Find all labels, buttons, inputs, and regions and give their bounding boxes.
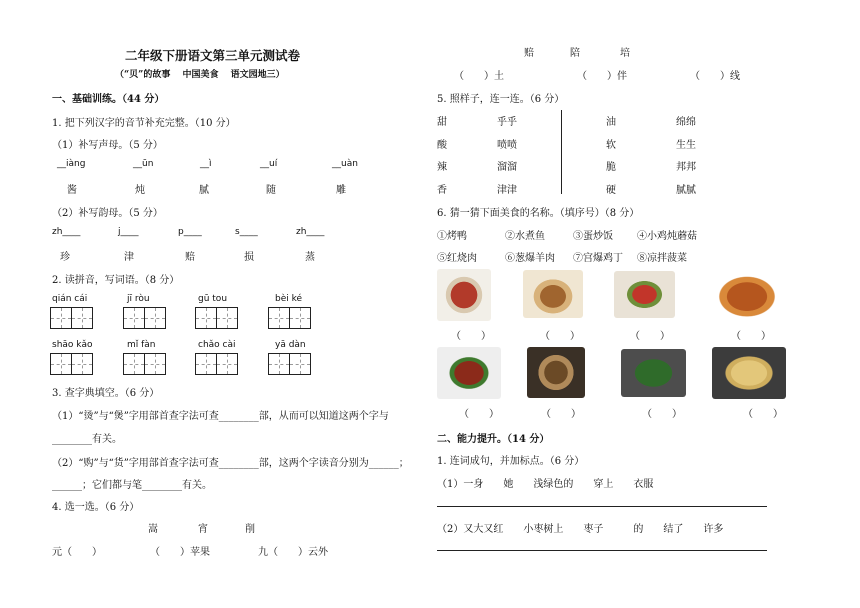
match-word: 津津: [497, 185, 517, 196]
writing-grid[interactable]: [50, 353, 92, 375]
pinyin-blank: p____: [178, 227, 202, 237]
hanzi: 珍: [60, 252, 70, 263]
fill-blank-item: 九（ ）云外: [258, 547, 328, 558]
section-heading-ability: 二、能力提升。（14 分）: [437, 434, 550, 445]
pinyin-blank: j____: [118, 227, 139, 237]
pinyin-label: chǎo cài: [198, 340, 236, 350]
hanzi: 赔: [185, 252, 195, 263]
answer-line[interactable]: [437, 550, 767, 551]
hanzi: 津: [124, 252, 134, 263]
writing-grid[interactable]: [195, 307, 237, 329]
hanzi-option: 宵: [198, 524, 208, 535]
question-7-2: （2）又大又红 小枣树上 枣子 的 结了 许多: [437, 524, 724, 535]
question-3-1-line1: （1）“烫”与“煲”字用部首查字法可查________部，从而可以知道这两个字与: [52, 411, 389, 422]
food-option: ⑦宫爆鸡丁: [573, 253, 623, 264]
match-word: 溜溜: [497, 162, 517, 173]
answer-blank[interactable]: （ ）: [459, 409, 499, 420]
pinyin-blank: __ūn: [133, 159, 154, 169]
pinyin-label: gū tou: [198, 294, 228, 304]
answer-blank[interactable]: （ ）: [743, 409, 783, 420]
match-word: 邦邦: [676, 162, 696, 173]
food-option: ⑤红烧肉: [437, 253, 477, 264]
match-word: 乎乎: [497, 117, 517, 128]
pinyin-blank: zh____: [296, 227, 325, 237]
pinyin-label: yā dàn: [275, 340, 306, 350]
section-heading-basic: 一、基础训练。（44 分）: [52, 94, 165, 105]
hanzi-option: 培: [620, 48, 630, 59]
writing-grid[interactable]: [50, 307, 92, 329]
food-option: ④小鸡炖蘑菇: [637, 231, 697, 242]
food-photo-braised-pork: [437, 347, 501, 399]
food-photo-fried-rice: [712, 347, 786, 399]
match-word: 香: [437, 185, 447, 196]
answer-blank[interactable]: （ ）: [541, 409, 581, 420]
answer-blank[interactable]: （ ）: [731, 331, 771, 342]
writing-grid[interactable]: [123, 353, 165, 375]
question-1-1: （1）补写声母。（5 分）: [52, 140, 163, 151]
writing-grid[interactable]: [268, 307, 310, 329]
fill-blank-item: （ ）土: [454, 71, 504, 82]
writing-grid[interactable]: [195, 353, 237, 375]
pinyin-blank: __ì: [200, 159, 212, 169]
food-photo-boiled-fish: [437, 269, 491, 321]
hanzi-option: 陪: [570, 48, 580, 59]
pinyin-label: jī ròu: [127, 294, 150, 304]
question-7: 1. 连词成句，并加标点。（6 分）: [437, 456, 585, 467]
food-photo-spinach: [621, 349, 686, 397]
food-photo-chicken-mushroom: [527, 347, 585, 398]
question-2: 2. 读拼音，写词语。（8 分）: [52, 275, 180, 286]
food-photo-roast-duck: [707, 268, 787, 320]
writing-grid[interactable]: [268, 353, 310, 375]
food-option: ②水煮鱼: [505, 231, 545, 242]
answer-blank[interactable]: （ ）: [630, 331, 670, 342]
match-word: 绵绵: [676, 117, 696, 128]
match-word: 油: [606, 117, 616, 128]
hanzi-option: 嵩: [148, 524, 158, 535]
question-4: 4. 选一选。（6 分）: [52, 502, 140, 513]
food-photo-kungpao-chicken: [614, 271, 675, 318]
match-word: 软: [606, 140, 616, 151]
match-word: 喷喷: [497, 140, 517, 151]
fill-blank-item: （ ）苹果: [150, 547, 210, 558]
food-option: ⑥葱爆羊肉: [505, 253, 555, 264]
match-divider: [561, 110, 562, 194]
fill-blank-item: （ ）伴: [577, 71, 627, 82]
fill-blank-item: 元（ ）: [52, 547, 102, 558]
hanzi-option: 削: [245, 524, 255, 535]
question-1-2: （2）补写韵母。（5 分）: [52, 208, 163, 219]
answer-blank[interactable]: （ ）: [642, 409, 682, 420]
hanzi: 炖: [135, 185, 145, 196]
answer-line[interactable]: [437, 506, 767, 507]
match-word: 硬: [606, 185, 616, 196]
fill-blank-item: （ ）线: [690, 71, 740, 82]
question-3: 3. 查字典填空。（6 分）: [52, 388, 160, 399]
hanzi: 损: [244, 252, 254, 263]
pinyin-blank: __uàn: [332, 159, 358, 169]
pinyin-label: qián cái: [52, 294, 88, 304]
pinyin-blank: zh____: [52, 227, 81, 237]
match-word: 腻腻: [676, 185, 696, 196]
answer-blank[interactable]: （ ）: [540, 331, 580, 342]
answer-blank[interactable]: （ ）: [451, 331, 491, 342]
match-word: 酸: [437, 140, 447, 151]
food-option: ③蛋炒饭: [573, 231, 613, 242]
hanzi: 腻: [199, 185, 209, 196]
hanzi: 蒸: [305, 252, 315, 263]
food-option: ⑧凉拌菠菜: [637, 253, 687, 264]
food-option: ①烤鸭: [437, 231, 467, 242]
match-word: 甜: [437, 117, 447, 128]
question-3-1-line2: ________有关。: [52, 434, 122, 445]
pinyin-blank: __iàng: [57, 159, 86, 169]
food-photo-lamb-scallion: [523, 270, 583, 318]
hanzi: 随: [266, 185, 276, 196]
pinyin-blank: s____: [235, 227, 258, 237]
hanzi-option: 赔: [524, 48, 534, 59]
match-word: 生生: [676, 140, 696, 151]
page-title: 二年级下册语文第三单元测试卷: [125, 48, 301, 63]
page-subtitle: （“贝”的故事 中国美食 语文园地三）: [115, 70, 285, 80]
question-7-1: （1）一身 她 浅绿色的 穿上 衣服: [437, 479, 654, 490]
question-3-2-line2: ______；它们都与笔________有关。: [52, 480, 212, 491]
pinyin-label: mǐ fàn: [127, 340, 156, 350]
question-6: 6. 猜一猜下面美食的名称。（填序号）（8 分）: [437, 208, 640, 219]
question-5: 5. 照样子，连一连。（6 分）: [437, 94, 565, 105]
question-1: 1. 把下列汉字的音节补充完整。（10 分）: [52, 118, 236, 129]
match-word: 辣: [437, 162, 447, 173]
question-3-2-line1: （2）“购”与“货”字用部首查字法可查________部，这两个字读音分别为______；: [52, 458, 409, 469]
hanzi: 雕: [336, 185, 346, 196]
pinyin-blank: __uí: [260, 159, 278, 169]
pinyin-label: shāo kǎo: [52, 340, 93, 350]
writing-grid[interactable]: [123, 307, 165, 329]
pinyin-label: bèi ké: [275, 294, 303, 304]
hanzi: 酱: [67, 185, 77, 196]
match-word: 脆: [606, 162, 616, 173]
